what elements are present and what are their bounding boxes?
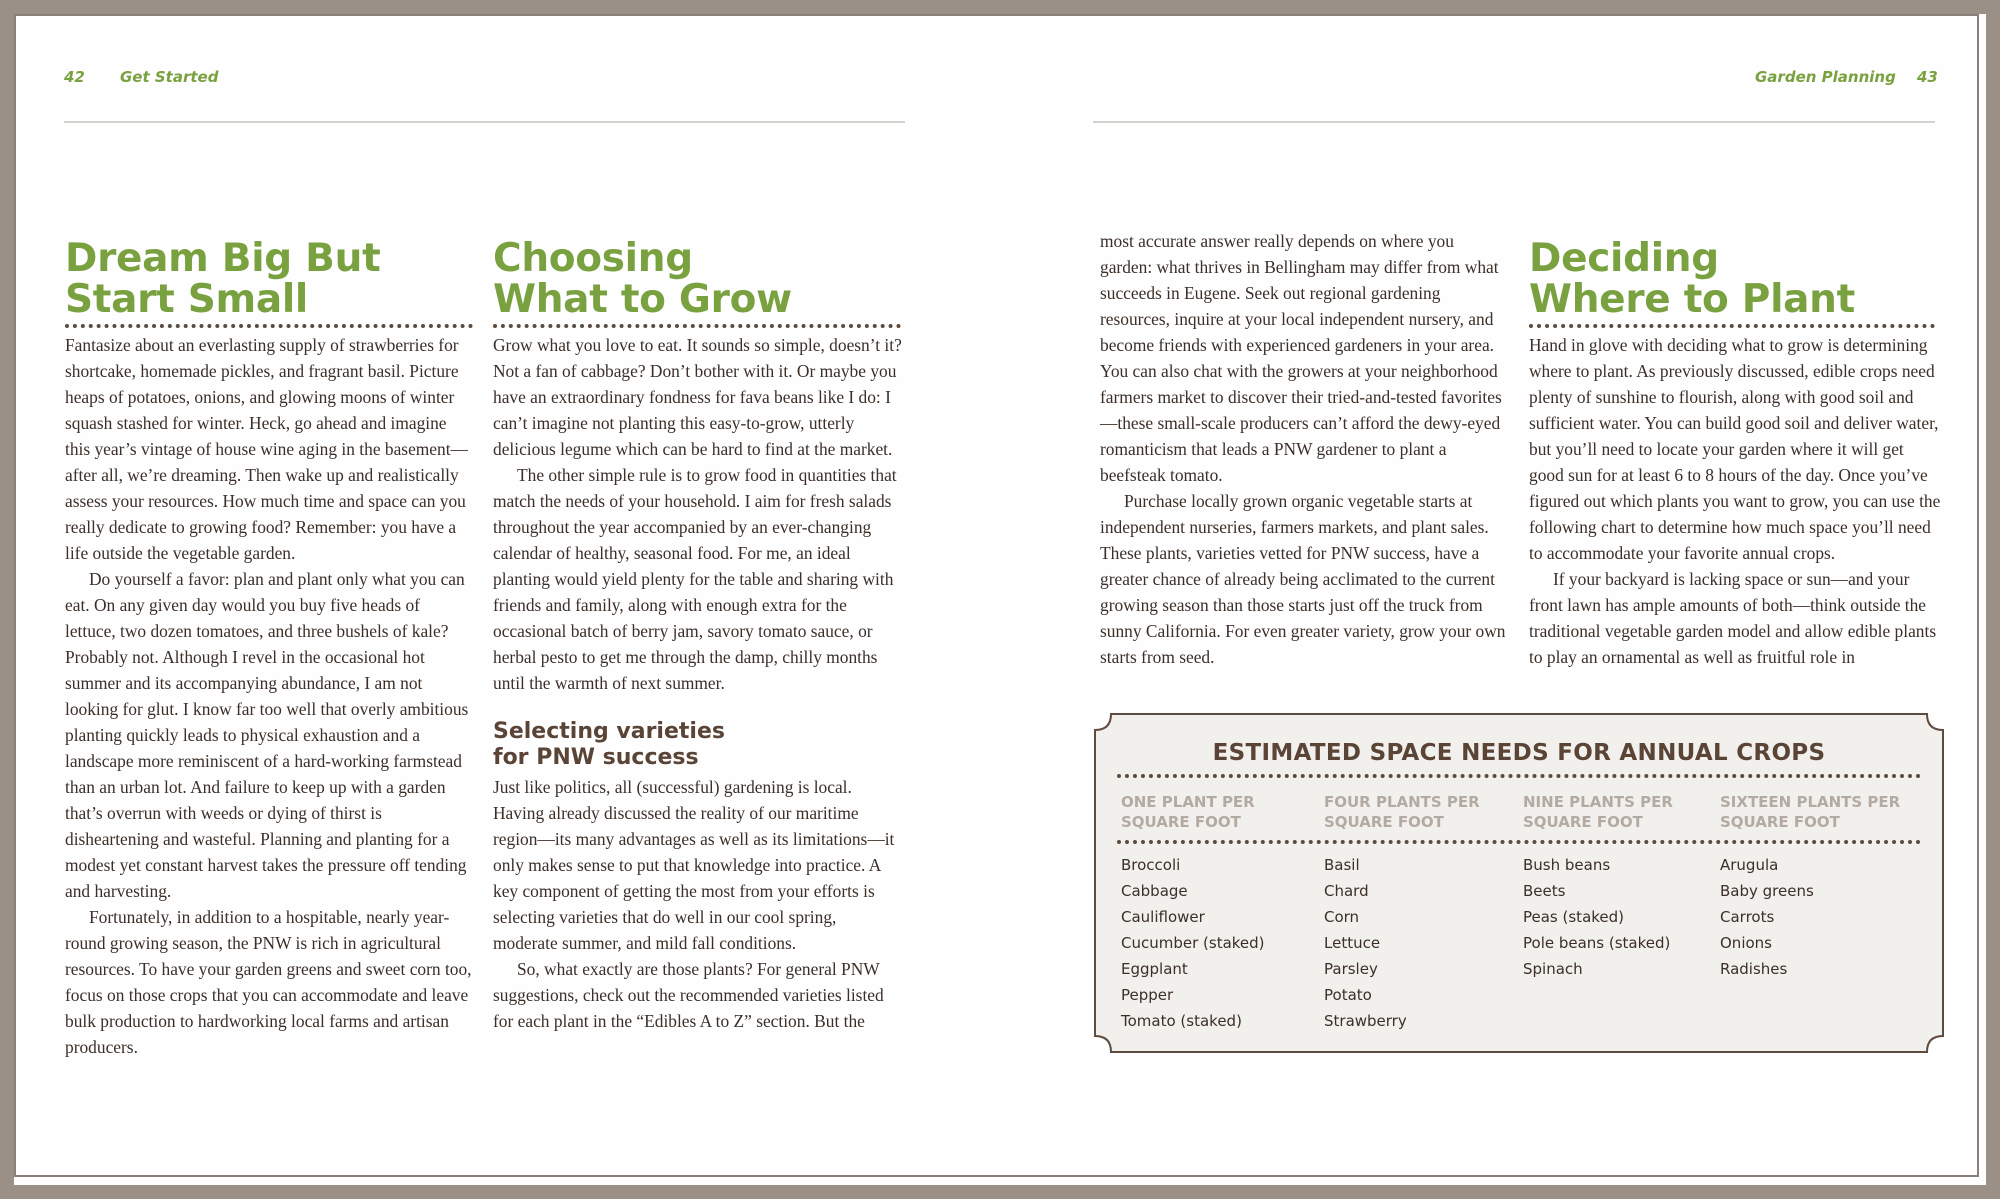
crop-item: Radishes — [1720, 960, 1788, 978]
crop-item: Baby greens — [1720, 882, 1814, 900]
heading-line: Choosing — [493, 236, 693, 281]
column-heading-line: SQUARE FOOT — [1121, 813, 1241, 831]
subheading-line: Selecting varieties — [493, 719, 725, 744]
right-page-number: 43 — [1917, 68, 1938, 86]
chart-title: ESTIMATED SPACE NEEDS FOR ANNUAL CROPS — [1212, 740, 1826, 766]
paragraph: Just like politics, all (successful) gardening is local. Having already discussed the reality of our maritime region—its many advantages as well as its limitations—it only makes sense to put that knowledge into practice. A key component of getting the most from your efforts is selecting varieties that do well in our cool spring, moderate summer, and mild fall conditions. — [493, 777, 895, 953]
crop-item: Peas (staked) — [1523, 908, 1625, 926]
heading-line: Dream Big But — [65, 236, 381, 281]
heading-dotted-rule — [493, 324, 901, 328]
heading-line: Start Small — [65, 277, 308, 322]
crop-item: Basil — [1324, 856, 1360, 874]
article-choosing-body-top — [493, 332, 903, 696]
crop-item: Arugula — [1720, 856, 1779, 874]
heading-deciding — [1529, 238, 1855, 320]
crop-item: Spinach — [1523, 960, 1583, 978]
heading-choosing — [493, 238, 792, 320]
column-heading-line: SQUARE FOOT — [1720, 813, 1840, 831]
column-heading-nine-plants — [1523, 792, 1713, 832]
crop-item: Tomato (staked) — [1121, 1012, 1242, 1030]
paragraph: If your backyard is lacking space or sun—and your front lawn has ample amounts of both—think outside the traditional vegetable garden model and allow edible plants to play an ornamental as well as fruitful role in — [1529, 569, 1937, 667]
chart-title-rule — [1117, 774, 1921, 778]
crop-item: Cabbage — [1121, 882, 1188, 900]
crop-item: Beets — [1523, 882, 1566, 900]
column-heading-line: SIXTEEN PLANTS PER — [1720, 793, 1901, 811]
heading-line: Deciding — [1529, 236, 1719, 281]
article-choosing-body-bottom — [493, 774, 903, 1034]
column-heading-one-plant — [1121, 792, 1311, 832]
paragraph: most accurate answer really depends on where you garden: what thrives in Bellingham may differ from what succeeds in Eugene. Seek out regional gardening resources, inquire at your local independent nursery, and become friends with experienced gardeners in your area. You can also chat with the growers at your neighborhood farmers market to discover their tried-and-tested favorites—these small-scale producers can’t afford the dewy-eyed romanticism that leads a PNW gardener to plant a beefsteak tomato. — [1100, 231, 1502, 485]
column-heading-line: NINE PLANTS PER — [1523, 793, 1673, 811]
crop-item: Eggplant — [1121, 960, 1188, 978]
column-nine-plants-list — [1523, 852, 1713, 982]
column-heading-line: SQUARE FOOT — [1523, 813, 1643, 831]
crop-item: Lettuce — [1324, 934, 1381, 952]
heading-dream-big — [65, 238, 380, 320]
crop-item: Bush beans — [1523, 856, 1611, 874]
article-deciding-body — [1529, 332, 1941, 670]
paragraph: Fortunately, in addition to a hospitable, nearly year-round growing season, the PNW is rich in agricultural resources. To have your garden greens and sweet corn too, focus on those crops that you can accommodate and leave bulk production to hardworking local farms and artisan producers. — [65, 907, 472, 1057]
paragraph: The other simple rule is to grow food in quantities that match the needs of your household. I aim for fresh salads throughout the year accompanied by an ever-changing calendar of healthy, seasonal food. For me, an ideal planting would yield plenty for the table and sharing with friends and family, along with enough extra for the occasional batch of berry jam, savory tomato sauce, or herbal pesto to get me through the damp, chilly months until the warmth of next summer. — [493, 465, 897, 693]
crop-item: Potato — [1324, 986, 1372, 1004]
crop-item: Corn — [1324, 908, 1360, 926]
crop-item: Parsley — [1324, 960, 1378, 978]
article-dream-big-body — [65, 332, 473, 1060]
column-heading-four-plants — [1324, 792, 1514, 832]
column-heading-line: FOUR PLANTS PER — [1324, 793, 1480, 811]
crop-item: Pepper — [1121, 986, 1174, 1004]
crop-item: Cauliflower — [1121, 908, 1205, 926]
crop-item: Cucumber (staked) — [1121, 934, 1265, 952]
chart-header-rule — [1117, 840, 1921, 844]
paragraph: So, what exactly are those plants? For general PNW suggestions, check out the recommended varieties listed for each plant in the “Edibles A to Z” section. But the — [493, 959, 884, 1031]
heading-dotted-rule — [1529, 324, 1935, 328]
crop-item: Broccoli — [1121, 856, 1181, 874]
paragraph: Fantasize about an everlasting supply of strawberries for shortcake, homemade pickles, and fragrant basil. Picture heaps of potatoes, onions, and glowing moons of winter squash stashed for winter. Heck, go ahead and imagine this year’s vintage of house wine aging in the basement—after all, we’re dreaming. Then wake up and realistically assess your resources. How much time and space can you really dedicate to growing food? Remember: you have a life outside the vegetable garden. — [65, 335, 468, 563]
crop-item: Pole beans (staked) — [1523, 934, 1671, 952]
column-sixteen-plants-list — [1720, 852, 1910, 982]
paragraph: Hand in glove with deciding what to grow is determining where to plant. As previously discussed, edible crops need plenty of sunshine to flourish, along with good soil and sufficient water. You can build good soil and deliver water, but you’ll need to locate your garden where it will get good sun for at least 6 to 8 hours of the day. Once you’ve figured out which plants you want to grow, you can use the following chart to determine how much space you’ll need to accommodate your favorite annual crops. — [1529, 335, 1941, 563]
space-needs-chart — [1093, 712, 1945, 1054]
paragraph: Grow what you love to eat. It sounds so simple, doesn’t it? Not a fan of cabbage? Don’t bother with it. Or maybe you have an extraordinary fondness for fava beans like I do: I can’t imagine not planting this easy-to-grow, utterly delicious legume which can be hard to find at the market. — [493, 335, 902, 459]
column-four-plants-list — [1324, 852, 1514, 1034]
right-header-rule — [1093, 121, 1935, 123]
crop-item: Strawberry — [1324, 1012, 1407, 1030]
subheading-selecting-varieties — [493, 719, 725, 771]
heading-dotted-rule — [65, 324, 473, 328]
crop-item: Onions — [1720, 934, 1772, 952]
column-heading-line: ONE PLANT PER — [1121, 793, 1255, 811]
column-heading-sixteen-plants — [1720, 792, 1930, 832]
crop-item: Carrots — [1720, 908, 1775, 926]
column-one-plant-list — [1121, 852, 1311, 1034]
crop-item: Chard — [1324, 882, 1369, 900]
right-running-head: Garden Planning — [1755, 68, 1896, 86]
left-page-number: 42 — [64, 68, 85, 86]
heading-line: What to Grow — [493, 277, 792, 322]
subheading-line: for PNW success — [493, 745, 699, 770]
paragraph: Do yourself a favor: plan and plant only what you can eat. On any given day would you buy five heads of lettuce, two dozen tomatoes, and three bushels of kale? Probably not. Although I revel in the occasional hot summer and its accompanying abundance, I am not looking for glut. I know far too well that overly ambitious planting quickly leads to physical exhaustion and a landscape more reminiscent of a hard-working farmstead than an urban lot. And failure to keep up with a garden that’s overrun with weeds or dying of thirst is disheartening and wasteful. Planning and planting for a modest yet constant harvest takes the pressure off tending and harvesting. — [65, 569, 469, 901]
continued-column — [1100, 228, 1508, 670]
heading-line: Where to Plant — [1529, 277, 1855, 322]
column-heading-line: SQUARE FOOT — [1324, 813, 1444, 831]
paragraph: Purchase locally grown organic vegetable starts at independent nurseries, farmers markets, and plant sales. These plants, varieties vetted for PNW success, have a greater chance of already being acclimated to the current growing season than those starts just off the truck from sunny California. For even greater variety, grow your own starts from seed. — [1100, 491, 1506, 667]
left-running-head: Get Started — [120, 68, 219, 86]
left-header-rule — [64, 121, 905, 123]
